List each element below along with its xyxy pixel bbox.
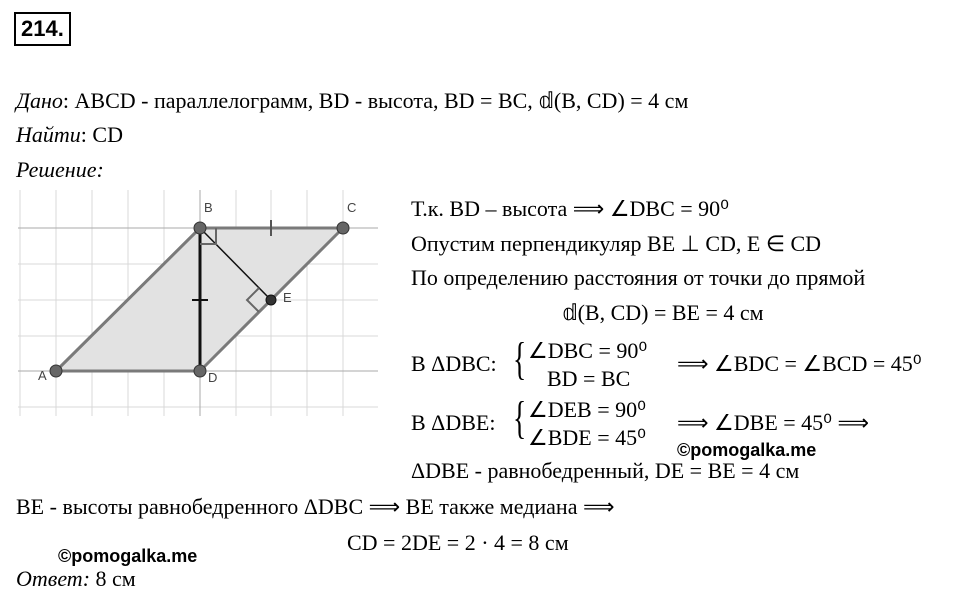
step-1: Т.к. BD – высота ⟹ ∠DBC = 90⁰ (411, 196, 730, 221)
watermark-2: ©pomogalka.me (58, 546, 198, 566)
label-c: C (347, 200, 357, 215)
point-b (194, 222, 206, 234)
label-b: B (204, 200, 213, 215)
given-text: : ABCD - параллелограмм, BD - высота, BD = BC, 𝕕(B, CD) = 4 см (62, 88, 689, 113)
given-label: Дано (16, 88, 63, 113)
step-6-line-2: ∠BDE = 45⁰ (528, 425, 646, 450)
label-d: D (208, 370, 218, 385)
step-2: Опустим перпендикуляр BE ⊥ CD, E ∈ CD (411, 231, 822, 256)
step-3: По определению расстояния от точки до прямой (411, 265, 866, 290)
point-a (50, 365, 62, 377)
solution-label: Решение: (16, 157, 104, 182)
given-line (16, 88, 688, 114)
brace-icon: { (513, 333, 527, 384)
point-c (337, 222, 349, 234)
parallelogram-figure (18, 190, 378, 416)
label-e: E (283, 290, 292, 305)
step-7: ΔDBE - равнобедренный, DE = BE = 4 см (411, 458, 800, 483)
brace-icon-2: { (513, 392, 527, 443)
step-4: 𝕕(B, CD) = BE = 4 см (562, 300, 764, 325)
answer-label: Ответ: (16, 566, 91, 591)
step-5-line-2: BD = BC (547, 366, 631, 391)
point-d (194, 365, 206, 377)
find-line (16, 122, 123, 148)
problem-number: 214. (14, 12, 71, 46)
step-6-line-1: ∠DEB = 90⁰ (528, 397, 646, 422)
find-text: : CD (80, 122, 123, 147)
answer-line (16, 566, 136, 592)
step-9: CD = 2DE = 2 · 4 = 8 см (347, 530, 569, 555)
step-6-prefix: В ΔDBE: (411, 410, 496, 435)
find-label: Найти (16, 122, 81, 147)
step-8: BE - высоты равнобедренного ΔDBC ⟹ BE также медиана ⟹ (16, 494, 615, 519)
point-e (266, 295, 276, 305)
step-5-prefix: В ΔDBC: (411, 351, 497, 376)
answer-value: 8 см (95, 566, 136, 591)
step-6-result: ⟹ ∠DBE = 45⁰ ⟹ (677, 410, 870, 435)
label-a: A (38, 368, 47, 383)
step-5-line-1: ∠DBC = 90⁰ (528, 338, 648, 363)
step-5-result: ⟹ ∠BDC = ∠BCD = 45⁰ (677, 351, 922, 376)
watermark-1: ©pomogalka.me (677, 440, 817, 460)
